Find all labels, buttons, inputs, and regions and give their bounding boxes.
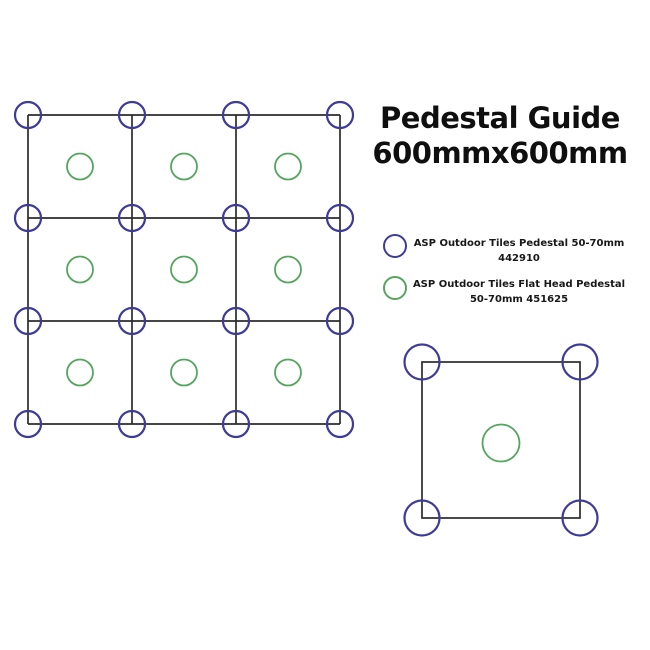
flat-head-pedestal-marker	[483, 425, 520, 462]
flat-head-pedestal-marker	[171, 360, 197, 386]
page-title	[352, 101, 648, 171]
pedestal-legend-label	[407, 237, 631, 266]
legend-label-line: ASP Outdoor Tiles Flat Head Pedestal	[412, 279, 626, 290]
legend-label-line: 50-70mm 451625	[469, 293, 569, 305]
title-line-2: 600mmx600mm	[372, 136, 628, 170]
flat-head-pedestal-marker	[67, 257, 93, 283]
legend-label-line: ASP Outdoor Tiles Pedestal 50-70mm	[413, 238, 625, 249]
single-tile-outline	[422, 362, 580, 518]
legend-label-line: 442910	[498, 252, 540, 264]
flat-head-legend-icon	[383, 276, 407, 300]
flat-head-legend-label	[407, 278, 631, 307]
flat-head-pedestal-marker	[67, 154, 93, 180]
flat-head-pedestal-marker	[67, 360, 93, 386]
pedestal-legend-icon	[383, 234, 407, 258]
flat-head-pedestal-marker	[171, 257, 197, 283]
title-line-1: Pedestal Guide	[380, 101, 620, 135]
flat-head-pedestal-marker	[275, 154, 301, 180]
flat-head-pedestal-marker	[171, 154, 197, 180]
flat-head-pedestal-marker	[275, 257, 301, 283]
flat-head-pedestal-marker	[275, 360, 301, 386]
